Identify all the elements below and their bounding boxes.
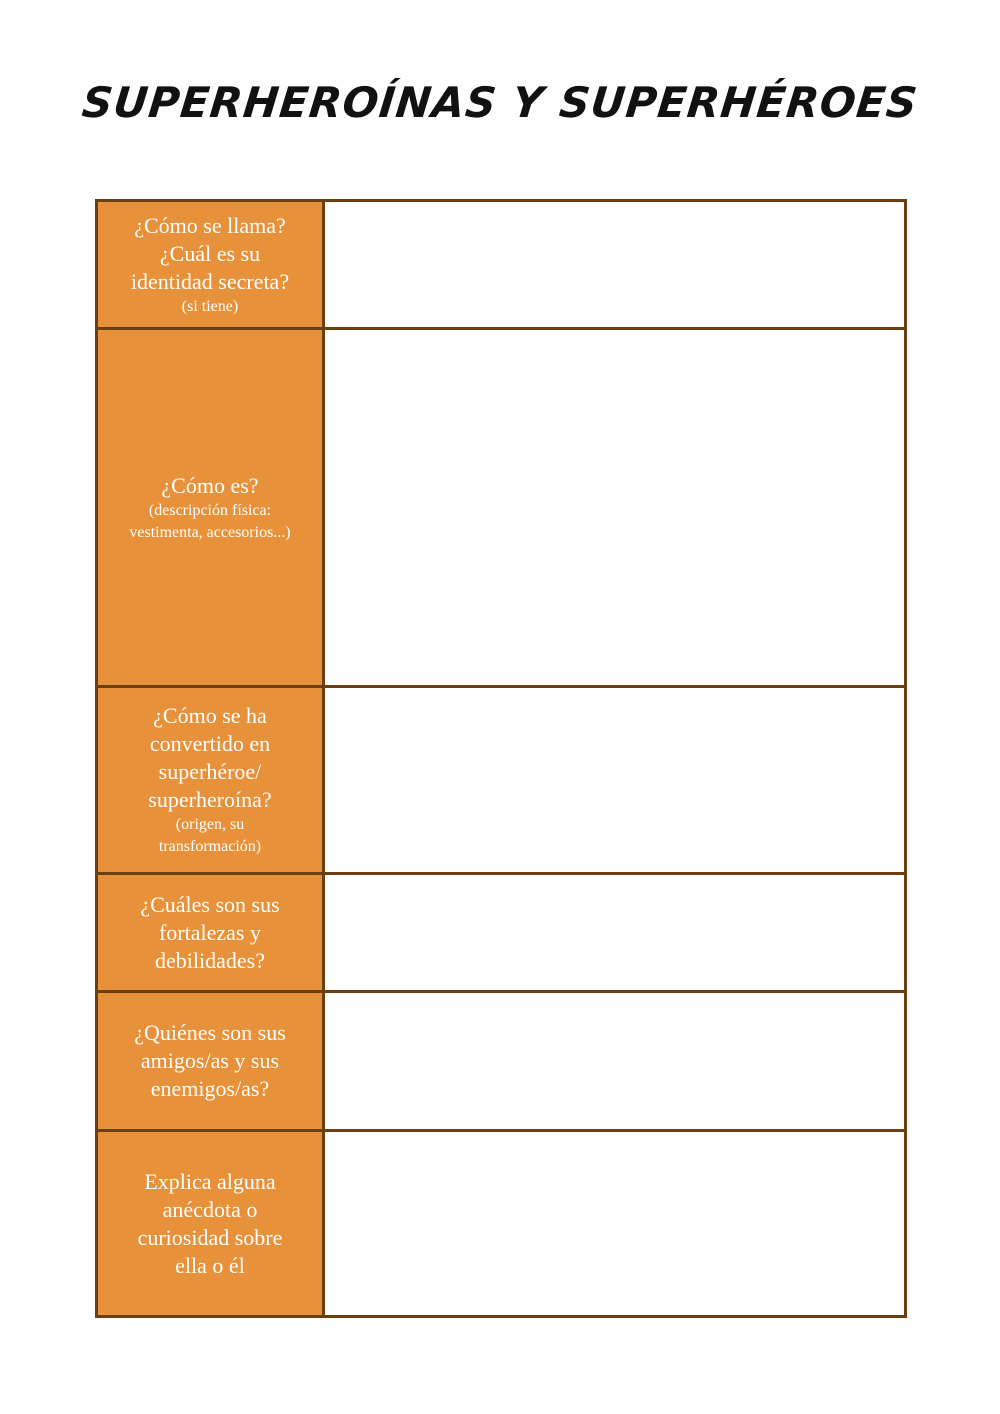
label-cell-origin <box>98 688 325 872</box>
hint-name: (si tiene) <box>181 297 239 315</box>
label-cell-appearance <box>98 330 325 685</box>
worksheet-table <box>95 199 907 1318</box>
question-friends: ¿Quiénes son sus amigos/as y sus enemigos/as? <box>134 1020 286 1101</box>
question-name: ¿Cómo se llama? ¿Cuál es su identidad secreta? <box>130 212 290 294</box>
question-strengths: ¿Cuáles son sus fortalezas y debilidades? <box>140 891 280 973</box>
question-anecdote: Explica alguna anécdota o curiosidad sobre ella o él <box>137 1168 283 1278</box>
page-title: SUPERHEROÍNAS Y SUPERHÉROES <box>79 78 921 127</box>
hint-origin: (origen, su transformación) <box>158 816 262 855</box>
answer-field-anecdote[interactable] <box>325 1132 904 1315</box>
row-friends <box>98 993 904 1132</box>
row-origin <box>98 688 904 875</box>
answer-field-appearance[interactable] <box>325 330 904 685</box>
hint-appearance: (descripción física: vestimenta, accesorios...) <box>129 501 291 541</box>
answer-field-name[interactable] <box>325 202 904 327</box>
label-cell-anecdote <box>98 1132 325 1315</box>
answer-field-origin[interactable] <box>325 688 904 872</box>
label-cell-name <box>98 202 325 327</box>
label-cell-strengths <box>98 875 325 990</box>
row-appearance <box>98 330 904 688</box>
question-appearance: ¿Cómo es? <box>161 472 259 498</box>
answer-field-friends[interactable] <box>325 993 904 1129</box>
row-anecdote <box>98 1132 904 1315</box>
row-name <box>98 202 904 330</box>
question-origin: ¿Cómo se ha convertido en superhéroe/ superheroína? <box>148 703 272 812</box>
row-strengths <box>98 875 904 993</box>
answer-field-strengths[interactable] <box>325 875 904 990</box>
label-cell-friends <box>98 993 325 1129</box>
